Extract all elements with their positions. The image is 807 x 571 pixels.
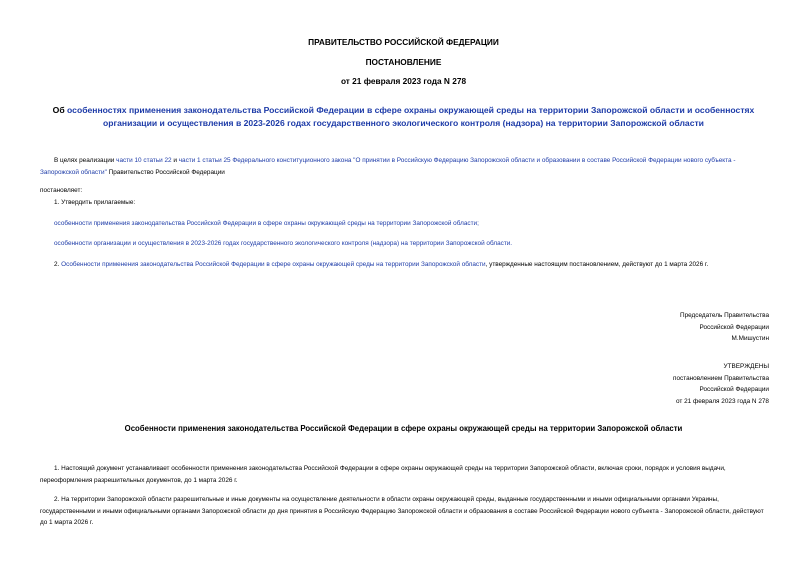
item1-sub2-link[interactable]: особенности организации и осуществления в 2023-2026 годах государственного экологического контроля (надзора) на территории Запорожской области.	[54, 240, 513, 247]
item2-rest: , утвержденные настоящим постановлением, действуют до 1 марта 2026 г.	[485, 261, 709, 268]
approved-line-1: УТВЕРЖДЕНЫ	[723, 363, 769, 370]
approved-line-3: Российской Федерации	[699, 386, 769, 393]
item1-text: 1. Утвердить прилагаемые:	[54, 199, 136, 206]
preamble-text-2: и	[171, 157, 179, 164]
doc-type: ПОСТАНОВЛЕНИЕ	[365, 57, 442, 67]
item2-link[interactable]: Особенности применения законодательства Российской Федерации в сфере охраны окружающей среды на территории Запорожской области	[61, 261, 486, 268]
item2-num: 2.	[54, 261, 62, 268]
approved-block	[673, 361, 769, 407]
signature-line-1: Председатель Правительства	[680, 312, 769, 319]
doc-date-number: от 21 февраля 2023 года N 278	[340, 76, 467, 86]
preamble-text-3: Правительство Российской Федерации	[106, 168, 225, 176]
title-prefix: Об	[52, 105, 68, 115]
signature-line-2: Российской Федерации	[699, 323, 769, 331]
law-link-part1[interactable]: части 1 статьи 25 Федерального конституционного закона "О принятии в Российскую Федерацию Запорожской области и образовании в составе Российской Федерации нового субъекта - Запорожской области"	[40, 157, 736, 176]
signature-line-3: М.Мишустин	[731, 335, 769, 342]
title-link[interactable]: особенностях применения законодательства Российской Федерации в сфере охраны окружающей среды на территории Запорожской области и особенностях организации и осуществления в 2023-2026 годах государственного экологического контроля (надзора) на территории Запорожской области	[67, 105, 755, 128]
law-link-part10[interactable]: части 10 статьи 22	[116, 157, 172, 164]
section-item-2: 2. На территории Запорожской области разрешительные и иные документы на осуществление деятельности в области охраны окружающей среды, выданные государственными и иными официальными органами Украины, государственными и иными официальными органами Запорожской области до дня принятия в Российскую Федерацию Запорожской области и образования в составе Российской Федерации нового субъекта - Запорожской области, действуют до 1 марта 2026 г.	[40, 496, 764, 526]
section-title: Особенности применения законодательства Российской Федерации в сфере охраны окружающей среды на территории Запорожской области	[124, 424, 683, 433]
approved-line-2: постановлением Правительства	[673, 374, 769, 382]
approved-line-4: от 21 февраля 2023 года N 278	[676, 397, 769, 405]
section-item-1: 1. Настоящий документ устанавливает особенности применения законодательства Российской Федерации в сфере охраны окружающей среды на территории Запорожской области, включая сроки, порядок и условия выдачи, переоформления разрешительных документов, до 1 марта 2026 г.	[40, 465, 726, 484]
org-name: ПРАВИТЕЛЬСТВО РОССИЙСКОЙ ФЕДЕРАЦИИ	[308, 37, 499, 47]
item1-sub1-link[interactable]: особенности применения законодательства Российской Федерации в сфере охраны окружающей среды на территории Запорожской области;	[54, 220, 479, 227]
preamble	[40, 155, 767, 178]
decides-text: постановляет:	[40, 187, 83, 194]
signature-block	[680, 310, 769, 345]
item2	[40, 259, 767, 271]
preamble-text-1: В целях реализации	[54, 157, 117, 164]
document-title	[40, 104, 767, 129]
